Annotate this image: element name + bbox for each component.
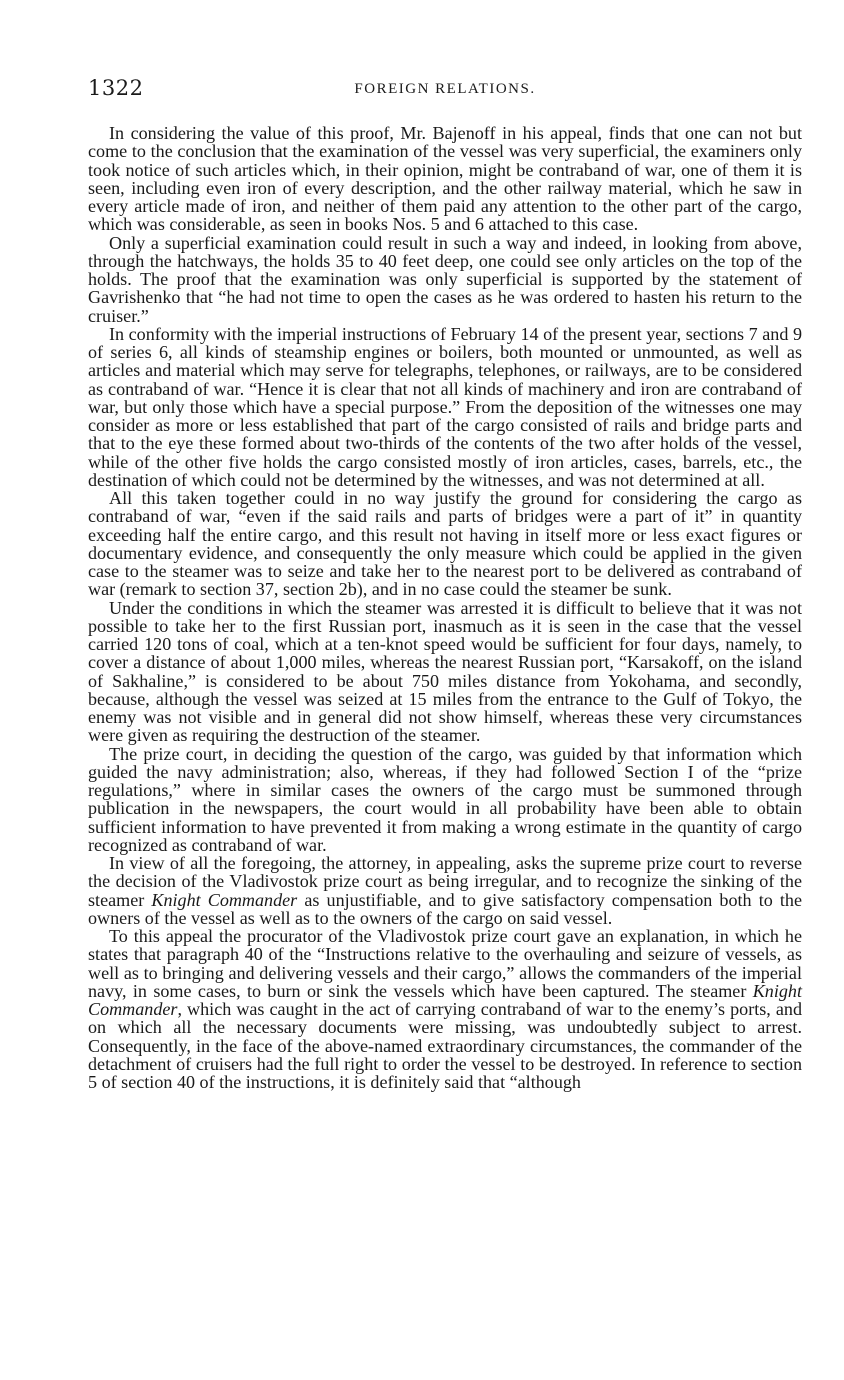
paragraph-text: , which was caught in the act of carrying contraband of war to the enemy’s ports, and on which all the necessary documents were missing, was undoubtedly subject to arrest. Consequently, in the face of the above-named extraordinary circumstances, the commander of the detachment of cruisers had the full right to order the vessel to be destroyed. In reference to section 5 of section 40 of the instructions, it is definitely said that “although bbox=[88, 999, 802, 1092]
ship-name: Knight Commander bbox=[88, 980, 802, 1019]
page-header bbox=[88, 76, 802, 106]
paragraph: In considering the value of this proof, Mr. Bajenoff in his appeal, finds that one can not but come to the conclusion that the examination of the vessel was very superficial, the examiners only took notice of such articles which, in their opinion, might be contraband of war, one of them it is seen, including even iron of every description, and the other railway material, which he saw in every article made of iron, and neither of them paid any attention to the other part of the cargo, which was considerable, as seen in books Nos. 5 and 6 attached to this case. bbox=[88, 123, 802, 235]
paragraph bbox=[88, 927, 802, 1091]
paragraph: Under the conditions in which the steamer was arrested it is difficult to believe that it was not possible to take her to the first Russian port, inasmuch as it is seen in the case that the vessel carried 120 tons of coal, which at a ten-knot speed would be sufficient for four days, namely, to cover a distance of about 1,000 miles, whereas the nearest Russian port, “Karsakoff, on the island of Sakhaline,” is considered to be about 750 miles distance from Yokohama, and secondly, because, although the vessel was seized at 15 miles from the entrance to the Gulf of Tokyo, the enemy was not visible and in general did not show himself, whereas these very circumstances were given as requiring the destruction of the steamer. bbox=[88, 597, 802, 746]
running-head: FOREIGN RELATIONS. bbox=[354, 81, 536, 97]
ship-name: Knight Commander bbox=[151, 889, 298, 910]
paragraph: Only a superficial examination could result in such a way and indeed, in looking from above, through the hatchways, the holds 35 to 40 feet deep, one could see only articles on the top of the holds. The proof that the examination was only superficial is supported by the statement of Gavrishenko that “he had not time to open the cases as he was ordered to hasten his return to the cruiser.” bbox=[88, 232, 802, 326]
paragraph: All this taken together could in no way justify the ground for considering the cargo as contraband of war, “even if the said rails and parts of bridges were a part of it” in quantity exceeding half the entire cargo, and this result not having in itself more or less exact figures or documentary evidence, and consequently the only measure which could be applied in the given case to the steamer was to seize and take her to the nearest port to be delivered as contraband of war (remark to section 37, section 2b), and in no case could the steamer be sunk. bbox=[88, 488, 802, 600]
paragraph: The prize court, in deciding the question of the cargo, was guided by that information which guided the navy administration; also, whereas, if they had followed Section I of the “prize regulations,” where in similar cases the owners of the cargo must be summoned through publication in the newspapers, the court would in all probability have been able to obtain sufficient information to have prevented it from making a wrong estimate in the quantity of cargo recognized as contraband of war. bbox=[88, 743, 802, 855]
paragraph bbox=[88, 854, 802, 927]
paragraph-text: as unjustifiable, and to give satisfactory compensation both to the owners of the vessel as well as to the owners of the cargo on said vessel. bbox=[88, 889, 802, 928]
page-number: 1322 bbox=[88, 76, 144, 100]
paragraph-text: In view of all the foregoing, the attorney, in appealing, asks the supreme prize court to reverse the decision of the Vladivostok prize court as being irregular, and to recognize the sinking of the steamer bbox=[88, 853, 802, 910]
paragraph: In conformity with the imperial instructions of February 14 of the present year, sections 7 and 9 of series 6, all kinds of steamship engines or boilers, both mounted or unmounted, as well as articles and material which may serve for telegraphs, telephones, or railways, are to be considered as contraband of war. “Hence it is clear that not all kinds of machinery and iron are contraband of war, but only those which have a special purpose.” From the deposition of the witnesses one may consider as more or less established that part of the cargo consisted of rails and bridge parts and that to the eye these formed about two-thirds of the contents of the two after holds of the vessel, while of the other five holds the cargo consisted mostly of iron articles, cases, barrels, etc., the destination of which could not be determined by the witnesses, and was not determined at all. bbox=[88, 323, 802, 490]
body-text bbox=[88, 124, 802, 1091]
paragraph-text: To this appeal the procurator of the Vladivostok prize court gave an explanation, in which he states that paragraph 40 of the “Instructions relative to the overhauling and seizure of vessels, as well as to bringing and delivering vessels and their cargo,” allows the commanders of the imperial navy, in some cases, to burn or sink the vessels which have been captured. The steamer bbox=[88, 926, 802, 1001]
